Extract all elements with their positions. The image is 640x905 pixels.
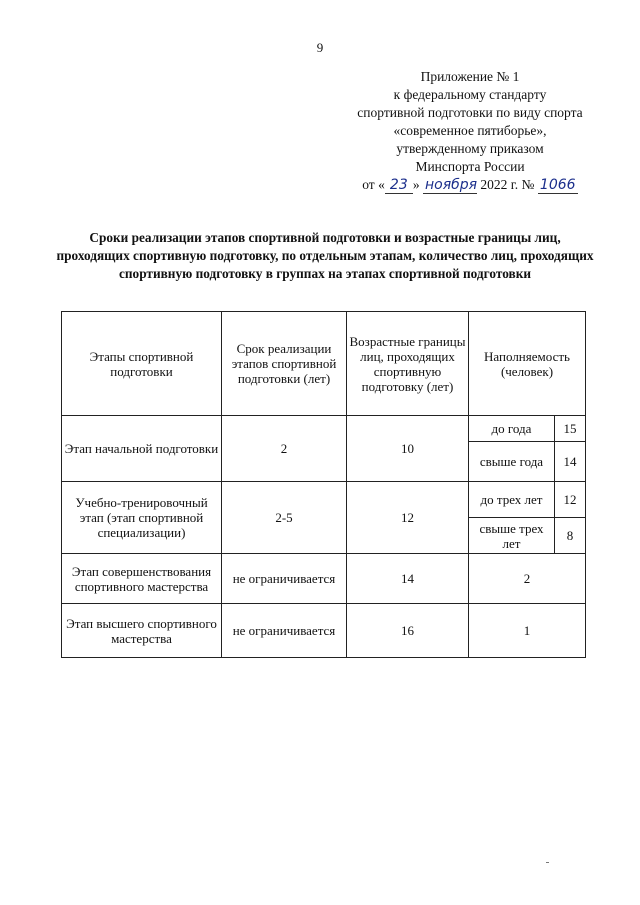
order-quote-close: » — [412, 177, 420, 192]
row-1-count-2: 14 — [555, 442, 586, 482]
table-row — [62, 554, 586, 604]
header-age: Возрастные границы лиц, проходящих спортивную подготовку (лет) — [347, 312, 469, 416]
table-row — [62, 416, 586, 442]
row-4-count: 1 — [469, 604, 586, 658]
row-2-count-2: 8 — [555, 518, 586, 554]
row-4-stage: Этап высшего спортивного мастерства — [62, 604, 222, 658]
row-3-age: 14 — [347, 554, 469, 604]
order-reference — [330, 176, 610, 194]
row-1-stage: Этап начальной подготовки — [62, 416, 222, 482]
order-day-handwritten: 23 — [385, 178, 413, 194]
order-number-handwritten: 1066 — [538, 178, 578, 194]
scan-mark — [546, 862, 549, 863]
document-title: Сроки реализации этапов спортивной подготовки и возрастные границы лиц, проходящих спортивную подготовку, по отдельным этапам, количество лиц, проходящих спортивную подготовку в группах на этапах спортивной подготовки — [56, 230, 594, 281]
row-2-period-1: до трех лет — [469, 482, 555, 518]
annex-line-4: «современное пятиборье», — [393, 123, 547, 138]
row-4-duration: не ограничивается — [222, 604, 347, 658]
row-2-stage: Учебно-тренировочный этап (этап спортивной специализации) — [62, 482, 222, 554]
row-1-count-1: 15 — [555, 416, 586, 442]
table-header-row — [62, 312, 586, 416]
page-number: 9 — [316, 40, 324, 55]
row-1-period-1: до года — [469, 416, 555, 442]
row-4-age: 16 — [347, 604, 469, 658]
annex-line-3: спортивной подготовки по виду спорта — [357, 105, 583, 120]
row-1-duration: 2 — [222, 416, 347, 482]
row-3-count: 2 — [469, 554, 586, 604]
row-3-stage: Этап совершенствования спортивного мастерства — [62, 554, 222, 604]
table-row — [62, 604, 586, 658]
order-month-handwritten: ноября — [424, 177, 478, 193]
header-stages: Этапы спортивной подготовки — [62, 312, 222, 416]
order-year: 2022 г. № — [480, 177, 535, 192]
annex-line-2: к федеральному стандарту — [393, 87, 547, 102]
annex-line-1: Приложение № 1 — [420, 69, 520, 84]
annex-line-5: утвержденному приказом — [396, 141, 544, 156]
table-row — [62, 482, 586, 518]
row-1-period-2: свыше года — [469, 442, 555, 482]
annex-line-6: Минспорта России — [415, 159, 525, 174]
row-2-duration: 2-5 — [222, 482, 347, 554]
header-duration: Срок реализации этапов спортивной подготовки (лет) — [222, 312, 347, 416]
stages-table — [61, 311, 586, 658]
row-2-age: 12 — [347, 482, 469, 554]
row-2-count-1: 12 — [555, 482, 586, 518]
header-occupancy: Наполняемость (человек) — [469, 312, 586, 416]
row-3-duration: не ограничивается — [222, 554, 347, 604]
row-1-age: 10 — [347, 416, 469, 482]
order-prefix: от « — [362, 177, 385, 192]
row-2-period-2: свыше трех лет — [469, 518, 555, 554]
annex-block — [330, 68, 610, 194]
